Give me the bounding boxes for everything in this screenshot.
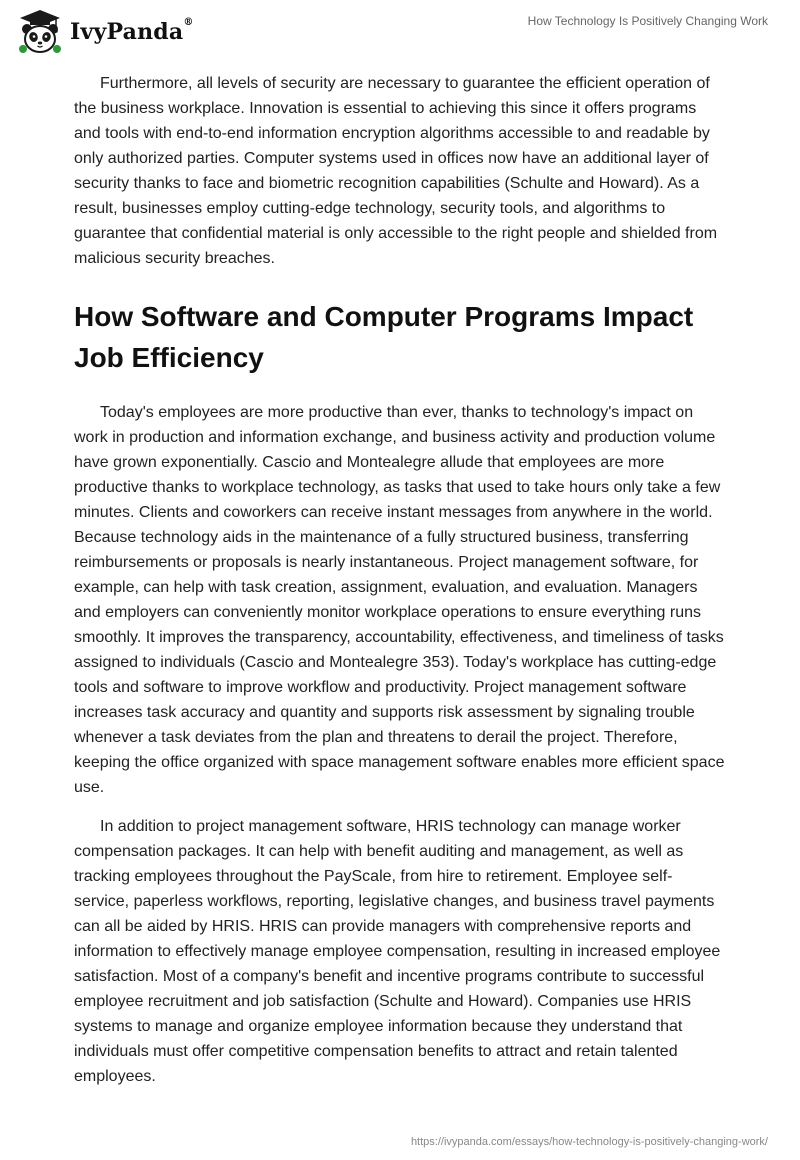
brand-name: IvyPanda®: [70, 17, 194, 45]
paragraph-productivity: Today's employees are more productive than ever, thanks to technology's impact on work in production and information exchange, and business activity and production volume have grown exponentially. Cascio and Montealegre allude that employees are more productive thanks to workplace technology, as tasks that used to take hours only take a few minutes. Clients and coworkers can receive instant messages from anywhere in the world. Because technology aids in the maintenance of a fully structured business, transferring reimbursements or proposals is nearly instantaneous. Project management software, for example, can help with task creation, assignment, evaluation, and evaluation. Managers and employers can conveniently monitor workplace operations to ensure everything runs smoothly. It improves the transparency, accountability, effectiveness, and timeliness of tasks assigned to individuals (Cascio and Montealegre 353). Today's workplace has cutting-edge tools and software to improve workflow and productivity. Project management software increases task accuracy and quantity and supports risk assessment by signaling trouble whenever a task deviates from the plan and threatens to derail the project. Therefore, keeping the office organized with space management software enables more efficient space use.: [74, 404, 725, 796]
panda-logo-icon: [16, 8, 64, 56]
source-url[interactable]: https://ivypanda.com/essays/how-technology-is-positively-changing-work/: [410, 1136, 768, 1148]
essay-content: [74, 71, 726, 1103]
section-heading: How Software and Computer Programs Impact Job Efficiency: [74, 301, 694, 373]
paragraph-hris: In addition to project management software, HRIS technology can manage worker compensation packages. It can help with benefit auditing and management, as well as tracking employees throughout the PayScale, from hire to retirement. Employee self-service, paperless workflows, reporting, legislative changes, and business travel payments can all be aided by HRIS. HRIS can provide managers with comprehensive reports and information to effectively manage employee compensation, resulting in increased employee satisfaction. Most of a company's benefit and incentive programs contribute to successful employee recruitment and job satisfaction (Schulte and Howard). Companies use HRIS systems to manage and organize employee information because they understand that individuals must offer competitive compensation benefits to attract and retain talented employees.: [74, 818, 721, 1085]
document-title: How Technology Is Positively Changing Work: [527, 14, 768, 28]
page-header: [0, 0, 800, 70]
ivypanda-logo[interactable]: [16, 8, 194, 56]
paragraph-security: Furthermore, all levels of security are necessary to guarantee the efficient operation of the business workplace. Innovation is essential to achieving this since it offers programs and tools with end-to-end information encryption algorithms accessible to and readable by only authorized parties. Computer systems used in offices now have an additional layer of security thanks to face and biometric recognition capabilities (Schulte and Howard). As a result, businesses employ cutting-edge technology, security tools, and algorithms to guarantee that confidential material is only accessible to the right people and shielded from malicious security breaches.: [74, 75, 718, 267]
